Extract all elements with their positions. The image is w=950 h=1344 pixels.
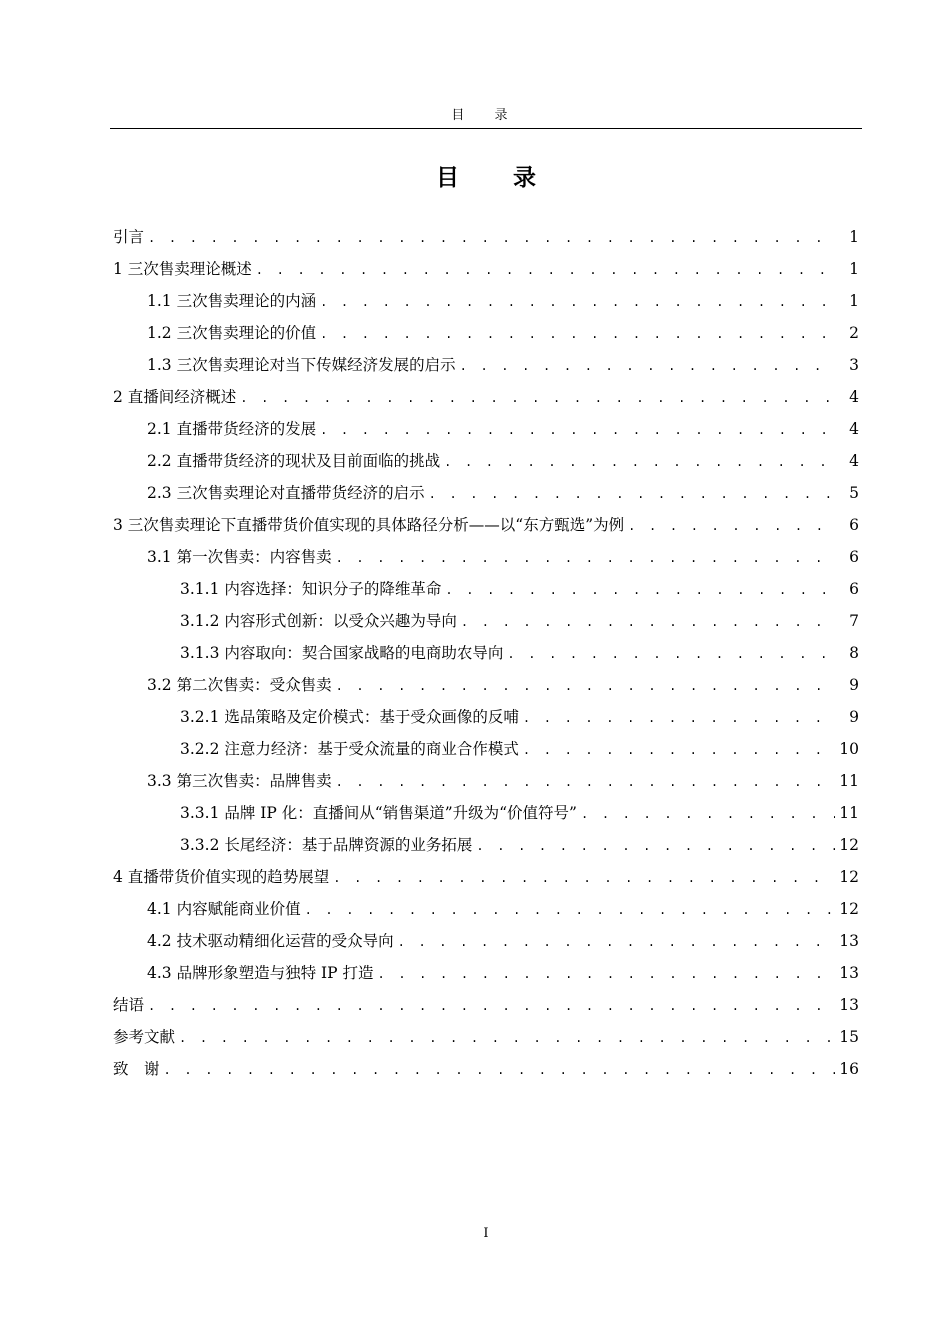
toc-entry-page: 1 (849, 260, 859, 278)
toc-entry-title: 3.1.2 内容形式创新：以受众兴趣为导向 (180, 612, 457, 630)
toc-entry-title: 1.3 三次售卖理论对当下传媒经济发展的启示 (147, 356, 456, 374)
toc-dot-leader (429, 478, 837, 510)
toc-dot-leader (305, 894, 836, 926)
toc-entry-page: 13 (839, 964, 859, 982)
toc-entry[interactable] (113, 317, 859, 349)
toc-dot-leader (320, 286, 837, 318)
toc-dot-leader (460, 350, 837, 382)
toc-entry[interactable] (113, 253, 859, 285)
toc-entry[interactable] (113, 957, 859, 989)
toc-entry[interactable] (113, 765, 859, 797)
toc-entry-page: 16 (839, 1060, 859, 1078)
toc-entry-title: 2 直播间经济概述 (113, 388, 237, 406)
toc-entry[interactable] (113, 509, 859, 541)
toc-dot-leader (398, 926, 836, 958)
toc-entry-title: 4.3 品牌形象塑造与独特 IP 打造 (147, 964, 374, 982)
toc-entry[interactable] (113, 893, 859, 925)
toc-dot-leader (164, 1054, 836, 1086)
toc-entry[interactable] (113, 445, 859, 477)
toc-dot-leader (148, 990, 835, 1022)
toc-entry-page: 12 (839, 868, 859, 886)
toc-entry-page: 4 (849, 452, 859, 470)
toc-entry-title: 3.3.1 品牌 IP 化：直播间从“销售渠道”升级为“价值符号” (180, 804, 577, 822)
toc-entry-title: 3.2 第二次售卖：受众售卖 (147, 676, 332, 694)
toc-entry-page: 15 (839, 1028, 859, 1046)
toc-entry-title: 参考文献 (113, 1028, 176, 1046)
toc-dot-leader (507, 638, 837, 670)
toc-entry-title: 3.3.2 长尾经济：基于品牌资源的业务拓展 (180, 836, 473, 854)
toc-entry[interactable] (113, 829, 859, 861)
toc-entry-page: 1 (849, 292, 859, 310)
toc-entry-page: 4 (849, 420, 859, 438)
toc-entry-page: 12 (839, 900, 859, 918)
toc-dot-leader (523, 702, 837, 734)
toc-entry[interactable] (113, 381, 859, 413)
toc-dot-leader (320, 318, 837, 350)
toc-entry[interactable] (113, 1053, 859, 1085)
toc-entry[interactable] (113, 701, 859, 733)
toc-dot-leader (461, 606, 837, 638)
toc-entry[interactable] (113, 989, 859, 1021)
toc-entry[interactable] (113, 221, 859, 253)
toc-entry[interactable] (113, 541, 859, 573)
toc-entry[interactable] (113, 861, 859, 893)
toc-entry-title: 4.2 技术驱动精细化运营的受众导向 (147, 932, 394, 950)
toc-entry-page: 9 (849, 676, 859, 694)
toc-entry-title: 引言 (113, 228, 145, 246)
toc-entry-page: 6 (849, 516, 859, 534)
toc-dot-leader (320, 414, 837, 446)
toc-entry-page: 11 (839, 804, 859, 822)
toc-entry-title: 4 直播带货价值实现的趋势展望 (113, 868, 330, 886)
toc-entry-title: 3.1.1 内容选择：知识分子的降维革命 (180, 580, 442, 598)
toc-entry-title: 3 三次售卖理论下直播带货价值实现的具体路径分析——以“东方甄选”为例 (113, 516, 625, 534)
toc-dot-leader (148, 222, 837, 254)
toc-entry-title: 3.2.2 注意力经济：基于受众流量的商业合作模式 (180, 740, 519, 758)
toc-entry[interactable] (113, 797, 859, 829)
toc-entry-page: 11 (839, 772, 859, 790)
toc-entry-page: 9 (849, 708, 859, 726)
page-title: 目 录 (435, 165, 559, 191)
toc-entry-page: 6 (849, 548, 859, 566)
toc-entry-page: 10 (839, 740, 859, 758)
toc-entry-title: 致 谢 (113, 1060, 160, 1078)
toc-dot-leader (256, 254, 837, 286)
toc-entry[interactable] (113, 605, 859, 637)
toc-entry-page: 8 (849, 644, 859, 662)
toc-dot-leader (476, 830, 835, 862)
toc-entry[interactable] (113, 637, 859, 669)
toc-entry-title: 3.1.3 内容取向：契合国家战略的电商助农导向 (180, 644, 504, 662)
toc-dot-leader (377, 958, 835, 990)
toc-entry[interactable] (113, 669, 859, 701)
toc-dot-leader (333, 862, 835, 894)
toc-entry-title: 2.1 直播带货经济的发展 (147, 420, 317, 438)
toc-entry[interactable] (113, 413, 859, 445)
toc-entry[interactable] (113, 285, 859, 317)
toc-entry-title: 结语 (113, 996, 145, 1014)
toc-dot-leader (628, 510, 837, 542)
toc-entry-page: 7 (849, 612, 859, 630)
toc-entry-page: 3 (849, 356, 859, 374)
toc-entry-page: 6 (849, 580, 859, 598)
toc-entry[interactable] (113, 477, 859, 509)
toc-dot-leader (445, 574, 837, 606)
toc-dot-leader (336, 542, 837, 574)
running-header: 目 录 (451, 108, 521, 123)
toc-entry[interactable] (113, 733, 859, 765)
toc-entry-page: 12 (839, 836, 859, 854)
toc-dot-leader (336, 766, 836, 798)
toc-entry[interactable] (113, 925, 859, 957)
toc-entry-title: 1.2 三次售卖理论的价值 (147, 324, 317, 342)
toc-entry-title: 3.3 第三次售卖：品牌售卖 (147, 772, 332, 790)
table-of-contents (113, 221, 859, 1085)
toc-dot-leader (444, 446, 837, 478)
page-number: I (483, 1226, 489, 1241)
toc-entry-page: 5 (849, 484, 859, 502)
toc-entry[interactable] (113, 573, 859, 605)
toc-entry-title: 3.2.1 选品策略及定价模式：基于受众画像的反哺 (180, 708, 519, 726)
toc-entry-title: 2.2 直播带货经济的现状及目前面临的挑战 (147, 452, 441, 470)
toc-entry[interactable] (113, 349, 859, 381)
toc-entry[interactable] (113, 1021, 859, 1053)
toc-entry-page: 13 (839, 932, 859, 950)
toc-entry-title: 2.3 三次售卖理论对直播带货经济的启示 (147, 484, 425, 502)
toc-entry-title: 1 三次售卖理论概述 (113, 260, 252, 278)
toc-entry-page: 2 (849, 324, 859, 342)
toc-dot-leader (240, 382, 837, 414)
toc-entry-title: 4.1 内容赋能商业价值 (147, 900, 301, 918)
toc-entry-page: 4 (849, 388, 859, 406)
toc-entry-page: 13 (839, 996, 859, 1014)
toc-entry-title: 1.1 三次售卖理论的内涵 (147, 292, 317, 310)
toc-dot-leader (581, 798, 835, 830)
toc-dot-leader (336, 670, 837, 702)
header-rule (110, 128, 862, 129)
toc-entry-page: 1 (849, 228, 859, 246)
toc-dot-leader (523, 734, 835, 766)
toc-dot-leader (179, 1022, 835, 1054)
toc-entry-title: 3.1 第一次售卖：内容售卖 (147, 548, 332, 566)
